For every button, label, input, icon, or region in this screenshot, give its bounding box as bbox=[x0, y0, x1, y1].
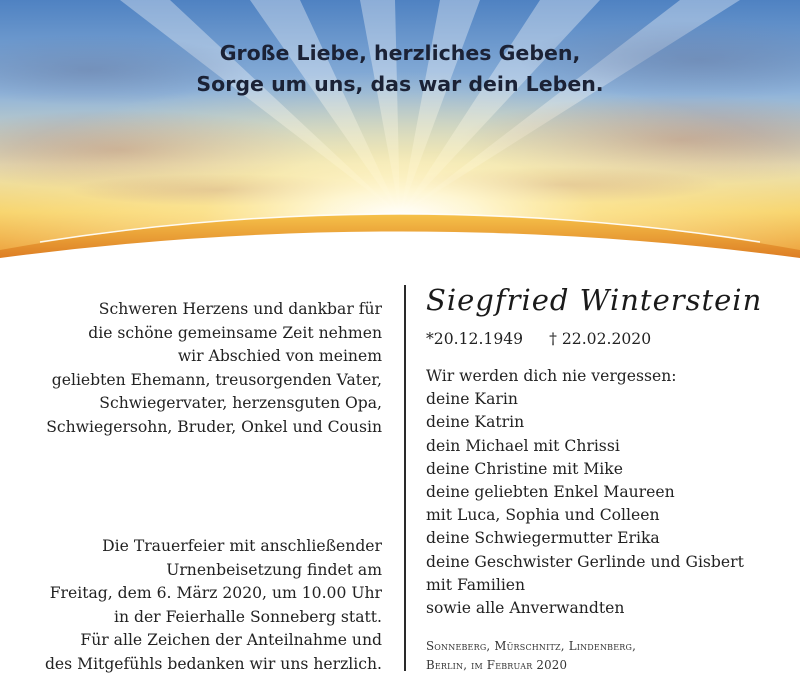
place-line-1: Sonneberg, Mürschnitz, Lindenberg, bbox=[426, 639, 637, 653]
mourner-line: deine Katrin bbox=[426, 413, 525, 432]
farewell-line: geliebten Ehemann, treusorgenden Vater, bbox=[51, 370, 382, 389]
farewell-line: wir Abschied von meinem bbox=[177, 347, 382, 366]
mourners-list bbox=[426, 365, 744, 620]
funeral-line: Urnenbeisetzung findet am bbox=[166, 560, 382, 579]
farewell-line: Schwiegersohn, Bruder, Onkel und Cousin bbox=[46, 417, 382, 436]
funeral-line: Für alle Zeichen der Anteilnahme und bbox=[80, 631, 382, 650]
funeral-line: des Mitgefühls bedanken wir uns herzlich. bbox=[44, 654, 382, 673]
mourner-line: deine Karin bbox=[426, 390, 518, 409]
mourner-line: deine geliebten Enkel Maureen bbox=[426, 483, 675, 502]
farewell-line: die schöne gemeinsame Zeit nehmen bbox=[88, 323, 382, 342]
farewell-line: Schweren Herzens und dankbar für bbox=[98, 300, 382, 318]
mourner-line: deine Christine mit Mike bbox=[426, 459, 623, 478]
mourner-line: mit Luca, Sophia und Colleen bbox=[426, 506, 660, 525]
mourner-line: deine Geschwister Gerlinde und Gisbert bbox=[426, 552, 744, 571]
column-divider bbox=[404, 285, 406, 671]
quote bbox=[0, 38, 800, 100]
farewell-text bbox=[2, 298, 382, 440]
farewell-line: Schwiegervater, herzensguten Opa, bbox=[99, 394, 382, 413]
life-dates bbox=[426, 330, 651, 348]
deceased-name: Siegfried Winterstein bbox=[426, 283, 763, 317]
quote-line-1: Große Liebe, herzliches Geben, bbox=[219, 41, 581, 65]
mourner-line: sowie alle Anverwandten bbox=[426, 599, 625, 618]
birth-date: *20.12.1949 bbox=[426, 330, 524, 348]
funeral-line: Freitag, dem 6. März 2020, um 10.00 Uhr bbox=[49, 584, 382, 603]
funeral-line: in der Feierhalle Sonneberg statt. bbox=[113, 607, 382, 626]
funeral-line: Die Trauerfeier mit anschließender bbox=[102, 537, 382, 555]
mourner-line: deine Schwiegermutter Erika bbox=[426, 529, 660, 548]
mourner-line: mit Familien bbox=[426, 575, 526, 594]
quote-line-2: Sorge um uns, das war dein Leben. bbox=[196, 72, 604, 96]
place-line-2: Berlin, im Februar 2020 bbox=[426, 658, 568, 672]
death-date: † 22.02.2020 bbox=[549, 330, 652, 348]
mourner-line: dein Michael mit Chrissi bbox=[426, 436, 620, 455]
mourner-line: Wir werden dich nie vergessen: bbox=[426, 367, 677, 385]
place-and-date bbox=[426, 637, 636, 675]
funeral-info bbox=[2, 535, 382, 677]
